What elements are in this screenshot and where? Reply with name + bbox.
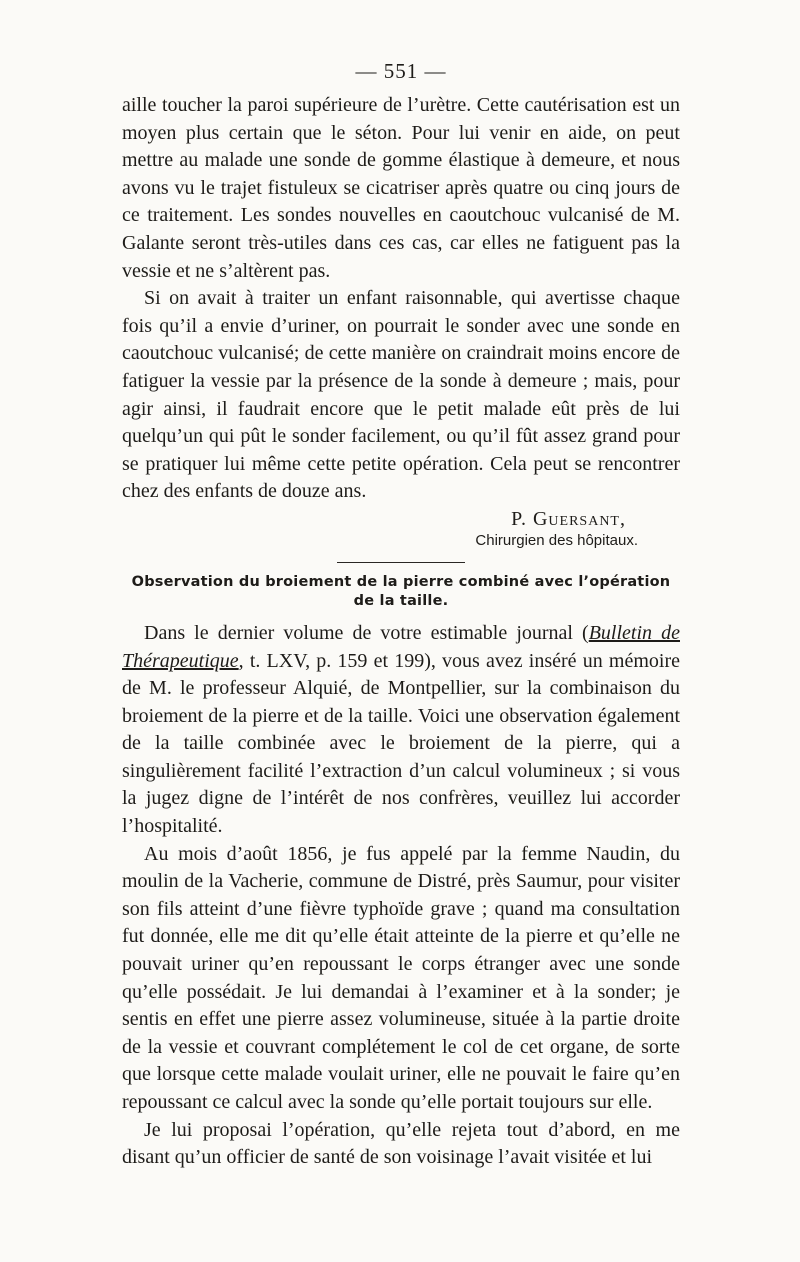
section-heading-line-1: Observation du broiement de la pierre combiné avec l’opération xyxy=(131,573,671,590)
signature-name: P. Guersant, xyxy=(511,507,626,530)
document-page xyxy=(122,58,680,1172)
paragraph-aout-1856: Au mois d’août 1856, je fus appelé par la femme Naudin, du moulin de la Vacherie, commune de Distré, près Saumur, pour visiter son fils atteint d’une fièvre typhoïde grave ; quand ma consultation fut donnée, elle me dit qu’elle était atteinte de la pierre et qu’elle ne pouvait uriner qu’en repoussant le corps étranger avec une sonde qu’elle possédait. Je lui demandai à l’examiner et à la sonder; je sentis en effet une pierre assez volumineuse, située à la partie droite de la vessie et couvrant complétement le col de cet organe, de sorte que lorsque cette malade voulait uriner, elle ne pouvait le faire qu’en repoussant ce calcul avec la sonde qu’elle portait toujours sur elle. xyxy=(122,842,680,1113)
paragraph-dernier-volume xyxy=(122,620,680,841)
paragraph-dernier-volume-part-1: Dans le dernier volume de votre estimable journal ( xyxy=(144,621,589,644)
signature-title: Chirurgien des hôpitaux. xyxy=(475,531,638,549)
section-divider xyxy=(337,562,465,563)
journal-title: Bulletin de Thérapeutique xyxy=(122,621,680,672)
section-heading xyxy=(122,573,680,611)
page-number: — 551 — xyxy=(355,59,447,83)
paragraph-dernier-volume-part-2: , t. LXV, p. 159 et 199), vous avez inséré un mémoire de M. le professeur Alquié, de Montpellier, sur la combinaison du broiement de la pierre et de la taille. Voici une observation également de la taille combinée avec le broiement de la pierre, qui a singulièrement facilité l’extraction d’un calcul volumineux ; si vous la jugez digne de l’intérêt de nos confrères, veuillez lui accorder l’hospitalité. xyxy=(122,649,680,838)
signature-block xyxy=(122,508,638,552)
paragraph-operation: Je lui proposai l’opération, qu’elle rejeta tout d’abord, en me disant qu’un officier de santé de son voisinage l’avait visitée et lui xyxy=(122,1118,680,1169)
paragraph-cauterisation: aille toucher la paroi supérieure de l’urètre. Cette cautérisation est un moyen plus certain que le séton. Pour lui venir en aide, on peut mettre au malade une sonde de gomme élastique à demeure, et nous avons vu le trajet fistuleux se cicatriser après quatre ou cinq jours de ce traitement. Les sondes nouvelles en caoutchouc vulcanisé de M. Galante seront très-utiles dans ces cas, car elles ne fatiguent pas la vessie et ne s’altèrent pas. xyxy=(122,94,680,282)
section-heading-line-2: de la taille. xyxy=(353,592,449,609)
paragraph-enfant-raisonnable: Si on avait à traiter un enfant raisonnable, qui avertisse chaque fois qu’il a envie d’uriner, on pourrait le sonder avec une sonde en caoutchouc vulcanisé; de cette manière on craindrait moins encore de fatiguer la vessie par la présence de la sonde à demeure ; mais, pour agir ainsi, il faudrait encore que le petit malade eût près de lui quelqu’un qui pût le sonder facilement, ou qu’il fût assez grand pour se pratiquer lui même cette petite opération. Cela peut se rencontrer chez des enfants de douze ans. xyxy=(122,287,680,503)
